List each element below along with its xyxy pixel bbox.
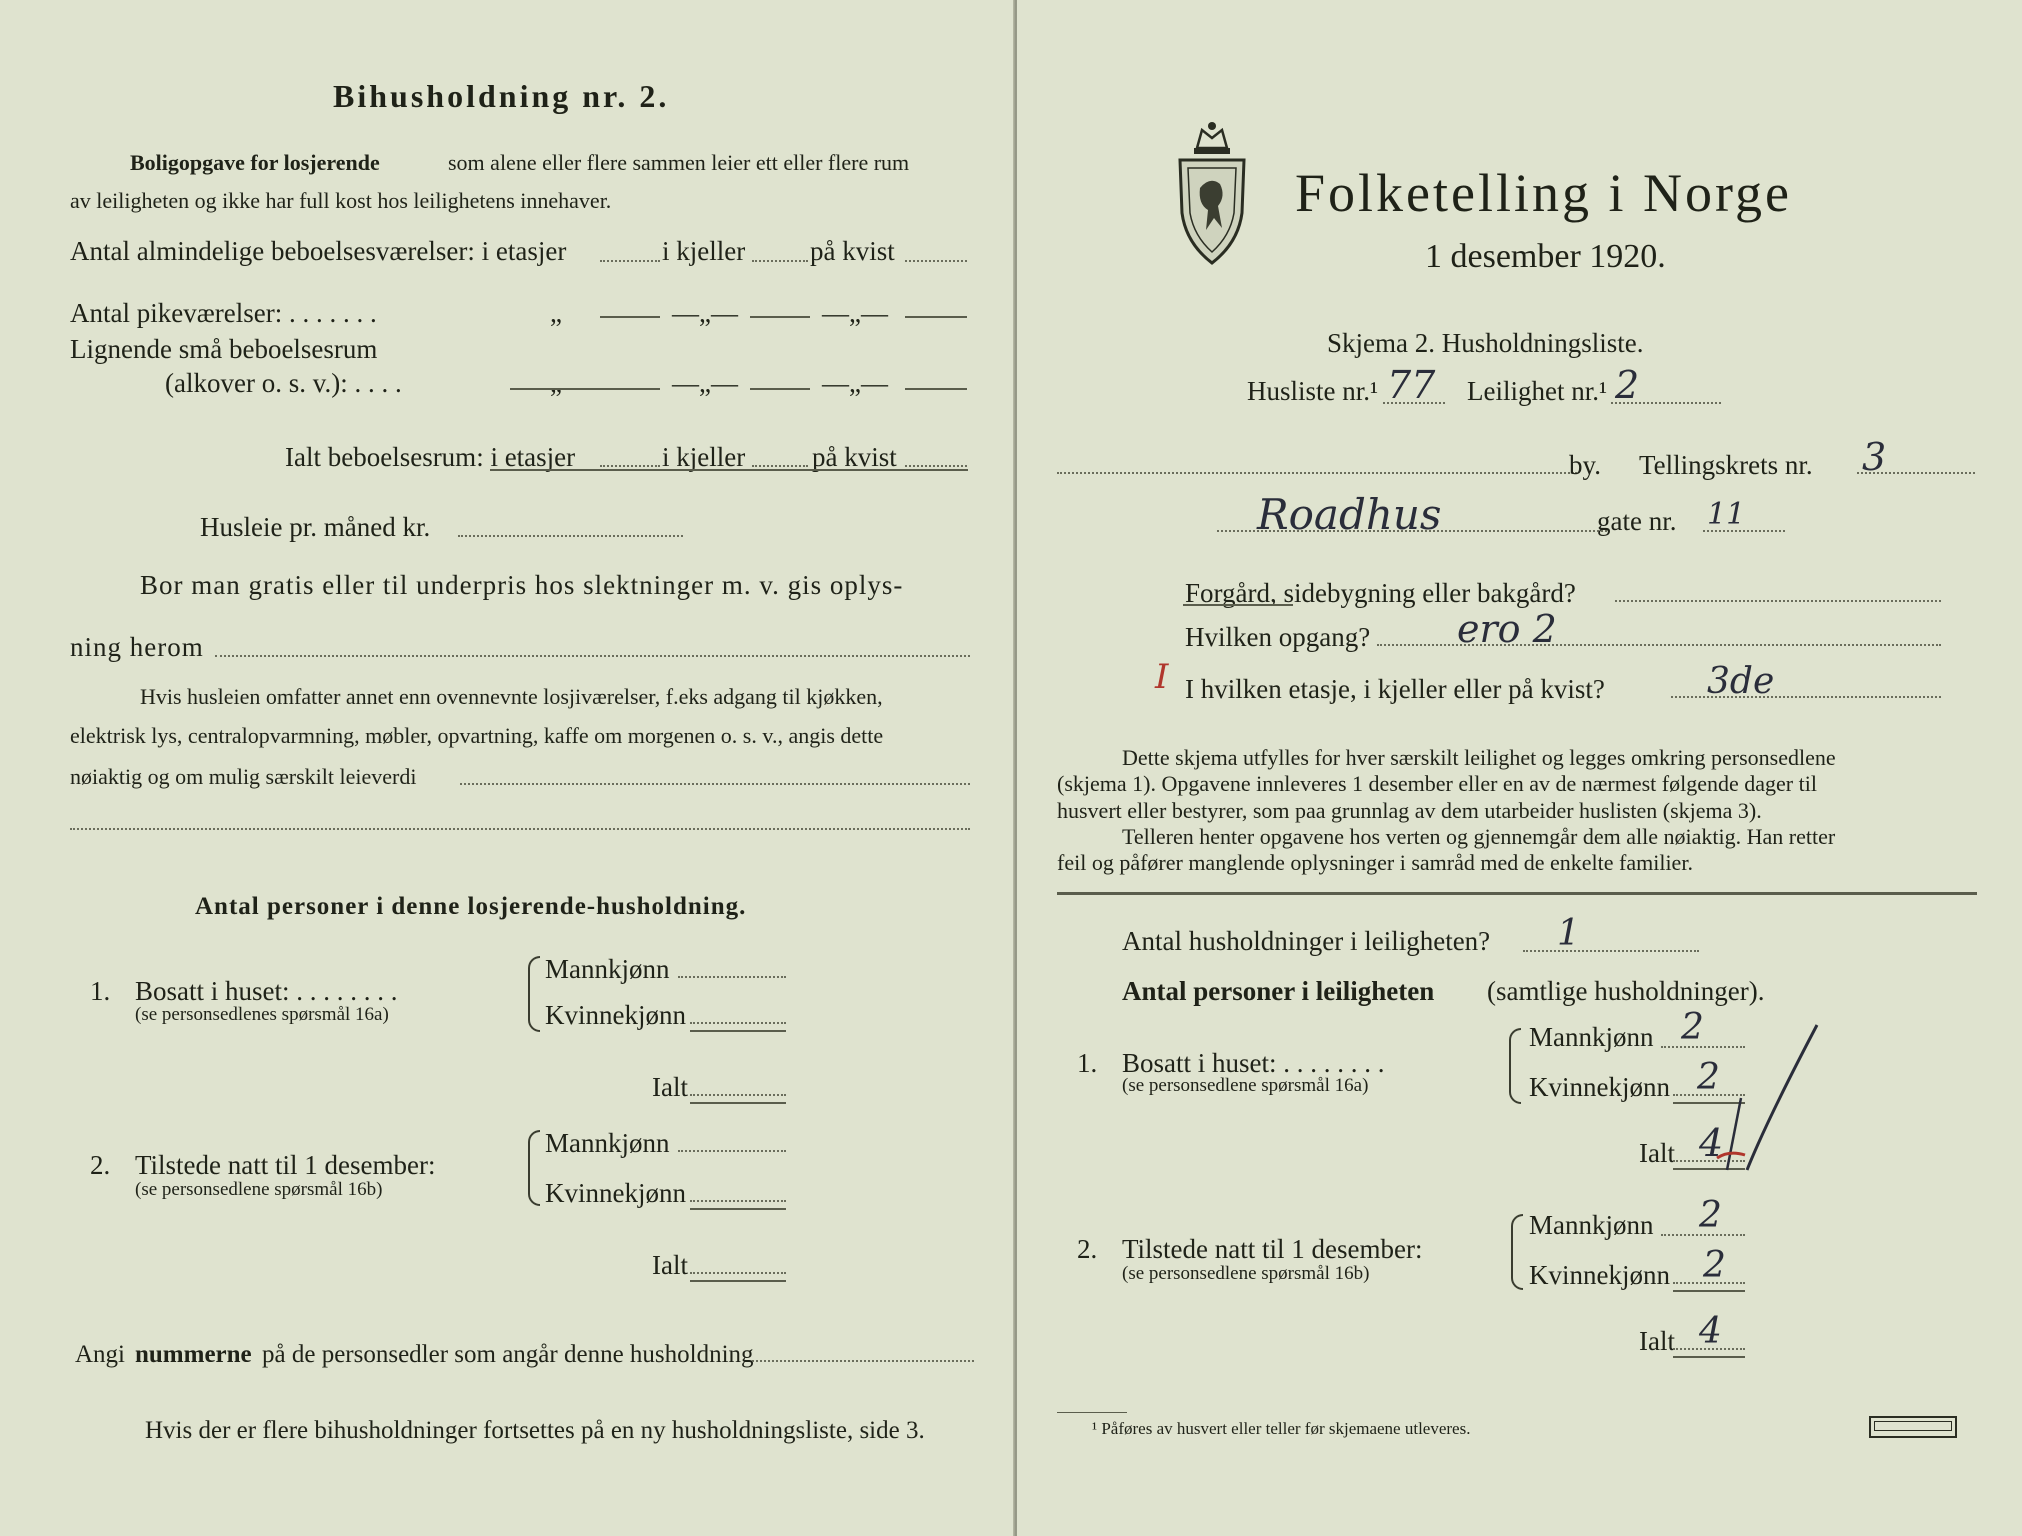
instr-line4: Telleren henter opgavene hos verten og gjennemgår dem alle nøiaktig. Han retter <box>1122 824 1836 849</box>
intro-bold: Boligopgave for losjerende <box>130 150 380 175</box>
total-attic: på kvist <box>812 442 897 472</box>
total-attic-line <box>905 465 967 467</box>
rent-label: Husleie pr. måned kr. <box>200 512 431 542</box>
q2-num: 2. <box>90 1150 111 1180</box>
leilighet-line <box>1611 402 1721 404</box>
households-label: Antal husholdninger i leiligheten? <box>1122 926 1491 956</box>
r-q2-sub: (se personsedlene spørsmål 16b) <box>1122 1263 1370 1284</box>
r-q1-female-value: 2 <box>1697 1057 1720 1098</box>
incl-line2: elektrisk lys, centralopvarmning, møbler, opvartning, kaffe om morgenen o. s. v., angis dette <box>70 723 884 748</box>
forgard-underline <box>1183 604 1293 606</box>
incl-line <box>460 783 970 785</box>
r-q2-male-label: Mannkjønn <box>1529 1210 1654 1240</box>
q1-male-label: Mannkjønn <box>545 954 670 984</box>
angi-post: på de personsedler som angår denne husholdning <box>262 1341 754 1368</box>
q2-total-line <box>690 1272 786 1274</box>
r-q1-total-value: 4 <box>1699 1121 1724 1165</box>
rooms-cellar: i kjeller <box>662 236 746 266</box>
similar-ditto-1: „ <box>550 368 562 398</box>
similar-ditto-3: —„— <box>822 368 888 398</box>
rooms-etasjer-line <box>600 260 660 262</box>
similar-line1: Lignende små beboelsesrum <box>70 334 378 364</box>
instr-line1: Dette skjema utfylles for hver særskilt leilighet og legges omkring personsedlene <box>1122 745 1836 770</box>
etasje-label: I hvilken etasje, i kjeller eller på kvist? <box>1185 674 1605 704</box>
q1-sub: (se personsedlenes spørsmål 16a) <box>135 1004 389 1025</box>
total-cellar: i kjeller <box>662 442 746 472</box>
instr-line2: (skjema 1). Opgavene innleveres 1 desember eller en av de nærmest følgende dager til <box>1057 771 1817 796</box>
incl-line1: Hvis husleien omfatter annet enn ovennevnte losjiværelser, f.eks adgang til kjøkken, <box>140 684 883 709</box>
q2-sub: (se personsedlene spørsmål 16b) <box>135 1179 383 1200</box>
maid-line-1 <box>600 316 660 318</box>
q2-label: Tilstede natt til 1 desember: <box>135 1150 436 1180</box>
q2-female-line <box>690 1200 786 1202</box>
r-q2-male-line <box>1661 1234 1745 1236</box>
gate-value: 11 <box>1707 497 1746 532</box>
r-q2-female-line <box>1673 1282 1745 1284</box>
city-line <box>1057 472 1577 474</box>
total-rooms-label: Ialt beboelsesrum: i etasjer <box>285 442 576 472</box>
forgard-line <box>1615 600 1941 602</box>
q2-female-under <box>690 1208 786 1210</box>
persons-rest: (samtlige husholdninger). <box>1487 976 1765 1006</box>
r-q2-female-under <box>1673 1290 1745 1292</box>
similar-line-c <box>905 388 967 390</box>
maid-rooms-label: Antal pikeværelser: . . . . . . . <box>70 298 377 328</box>
krets-label: Tellingskrets nr. <box>1639 450 1813 480</box>
street-value: Roadhus <box>1257 490 1442 539</box>
right-date: 1 desember 1920. <box>1425 238 1666 275</box>
krets-value: 3 <box>1862 435 1887 479</box>
r-q2-total-value: 4 <box>1699 1311 1722 1352</box>
krets-line <box>1857 472 1975 474</box>
r-q2-female-value: 2 <box>1703 1245 1726 1286</box>
total-cellar-line <box>752 465 808 467</box>
maid-ditto-3: —„— <box>822 298 888 328</box>
r-q1-female-label: Kvinnekjønn <box>1529 1072 1670 1102</box>
opgang-label: Hvilken opgang? <box>1185 622 1371 652</box>
r-q1-male-value: 2 <box>1681 1007 1704 1048</box>
r-q1-total-label: Ialt <box>1639 1138 1675 1168</box>
forgard-question: Forgård, sidebygning eller bakgård? <box>1185 578 1576 608</box>
q1-female-label: Kvinnekjønn <box>545 1000 686 1030</box>
r-q2-total-line <box>1673 1348 1745 1350</box>
r-q2-num: 2. <box>1077 1234 1098 1264</box>
rooms-label: Antal almindelige beboelsesværelser: i etasjer <box>70 236 567 266</box>
margin-mark: I <box>1155 657 1169 697</box>
intro-rest: som alene eller flere sammen leier ett eller flere rum <box>448 150 910 175</box>
maid-ditto-2: —„— <box>672 298 738 328</box>
q1-brace <box>528 956 540 1032</box>
angi-bold: nummerne <box>135 1341 252 1368</box>
similar-line-b <box>750 388 810 390</box>
q1-num: 1. <box>90 976 111 1006</box>
angi-line <box>752 1360 974 1362</box>
households-value: 1 <box>1557 913 1580 954</box>
opgang-line <box>1377 644 1941 646</box>
instr-line5: feil og påfører manglende oplysninger i samråd med de enkelte familier. <box>1057 850 1693 875</box>
r-q1-num: 1. <box>1077 1048 1098 1078</box>
maid-line-2 <box>750 316 810 318</box>
total-etasjer-line <box>600 465 660 467</box>
street-line <box>1217 530 1607 532</box>
incl-extra-line <box>70 828 970 830</box>
similar-ditto-2: —„— <box>672 368 738 398</box>
q1-total-line <box>690 1094 786 1096</box>
households-line <box>1523 950 1699 952</box>
q1-female-line <box>690 1022 786 1024</box>
q2-total-label: Ialt <box>652 1250 688 1280</box>
section-rule <box>1057 892 1977 895</box>
rooms-attic: på kvist <box>810 236 895 266</box>
maid-ditto-1: „ <box>550 298 562 328</box>
r-q1-label: Bosatt i huset: . . . . . . . . <box>1122 1048 1385 1078</box>
q1-male-line <box>678 976 786 978</box>
right-page <box>1017 0 2022 1536</box>
rooms-cellar-line <box>752 260 808 262</box>
persons-heading: Antal personer i denne losjerende-husholdning. <box>195 893 747 920</box>
gate-label: gate nr. <box>1597 506 1677 536</box>
q2-brace <box>528 1130 540 1206</box>
angi-pre: Angi <box>75 1341 125 1368</box>
q1-total-under <box>690 1102 786 1104</box>
etasje-value: 3de <box>1707 661 1775 702</box>
r-q2-label: Tilstede natt til 1 desember: <box>1122 1234 1423 1264</box>
left-footer: Hvis der er flere bihusholdninger fortsettes på en ny husholdningsliste, side 3. <box>145 1417 925 1444</box>
maid-line-3 <box>905 316 967 318</box>
total-rooms-underline <box>490 469 968 471</box>
free-line <box>215 655 970 657</box>
similar-line-a <box>510 388 660 390</box>
q2-female-label: Kvinnekjønn <box>545 1178 686 1208</box>
r-q2-male-value: 2 <box>1699 1195 1722 1236</box>
q2-male-line <box>678 1150 786 1152</box>
gate-line <box>1703 530 1785 532</box>
rooms-attic-line <box>905 260 967 262</box>
rent-line <box>458 535 683 537</box>
footnote-rule <box>1057 1412 1127 1413</box>
r-q1-male-label: Mannkjønn <box>1529 1022 1654 1052</box>
printer-stamp-icon <box>1869 1416 1957 1438</box>
persons-bold: Antal personer i leiligheten <box>1122 976 1435 1006</box>
intro-line2: av leiligheten og ikke har full kost hos leilighetens innehaver. <box>70 188 612 213</box>
r-q2-brace <box>1511 1214 1523 1290</box>
leilighet-label: Leilighet nr.¹ <box>1467 376 1608 406</box>
husliste-line <box>1383 402 1445 404</box>
tick-marks-icon <box>1697 1010 1847 1180</box>
leilighet-value: 2 <box>1615 363 1640 407</box>
instr-line3: husvert eller bestyrer, som paa grunnlag av dem utarbeider huslisten (skjema 3). <box>1057 798 1762 823</box>
r-q2-total-label: Ialt <box>1639 1326 1675 1356</box>
etasje-line <box>1671 696 1941 698</box>
r-q1-brace <box>1509 1028 1521 1104</box>
r-q2-female-label: Kvinnekjønn <box>1529 1260 1670 1290</box>
incl-line3: nøiaktig og om mulig særskilt leieverdi <box>70 764 417 789</box>
free-line1: Bor man gratis eller til underpris hos slektninger m. v. gis oplys- <box>140 570 904 600</box>
similar-line2: (alkover o. s. v.): . . . . <box>165 368 402 398</box>
husliste-value: 77 <box>1387 363 1436 407</box>
left-title: Bihusholdning nr. 2. <box>333 78 670 114</box>
right-footnote: ¹ Påføres av husvert eller teller før skjemaene utleveres. <box>1092 1419 1471 1438</box>
q1-total-label: Ialt <box>652 1072 688 1102</box>
q2-total-under <box>690 1280 786 1282</box>
r-q1-sub: (se personsedlene spørsmål 16a) <box>1122 1075 1369 1096</box>
q2-male-label: Mannkjønn <box>545 1128 670 1158</box>
q1-label: Bosatt i huset: . . . . . . . . <box>135 976 398 1006</box>
free-line2: ning herom <box>70 632 204 662</box>
by-label: by. <box>1569 450 1601 480</box>
husliste-label: Husliste nr.¹ <box>1247 376 1379 406</box>
coat-of-arms-icon <box>1172 118 1252 268</box>
right-title: Folketelling i Norge <box>1295 163 1792 223</box>
schema-label: Skjema 2. Husholdningsliste. <box>1327 328 1644 358</box>
q1-female-under <box>690 1030 786 1032</box>
r-q2-total-under <box>1673 1356 1745 1358</box>
opgang-value: ero 2 <box>1457 607 1557 651</box>
